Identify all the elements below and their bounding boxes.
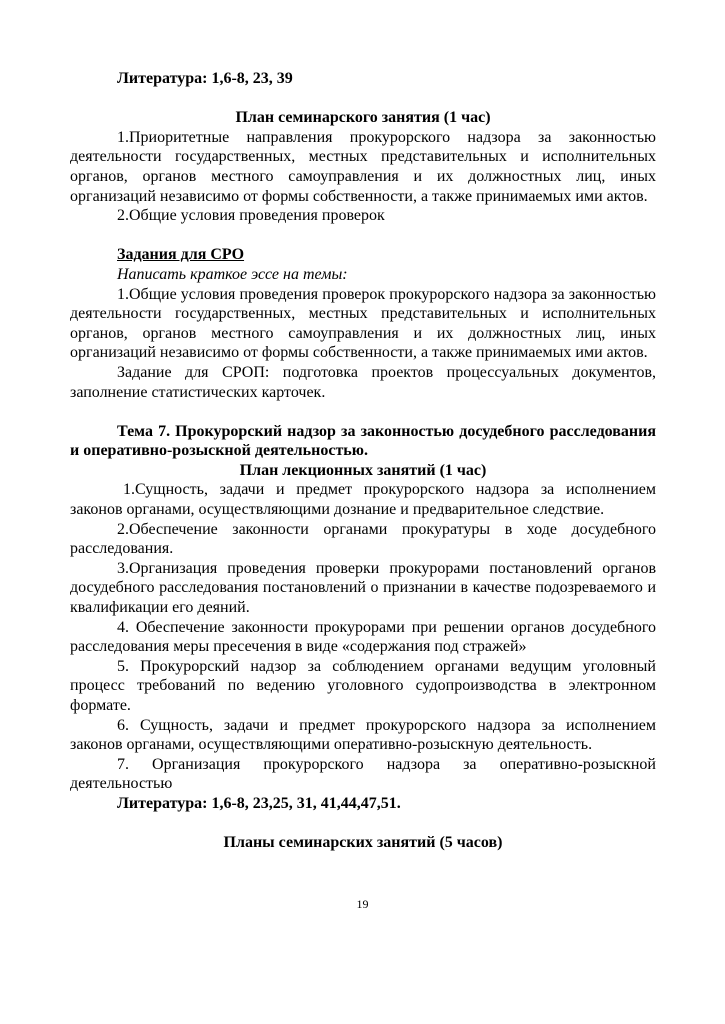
sro-subtitle: Написать краткое эссе на темы:: [117, 265, 348, 283]
lecture-item-3: 3.Организация проведения проверки прокурорами постановлений органов досудебного расследования постановлений о признании в качестве подозреваемого и квалификации его деяний.: [70, 559, 656, 617]
page-content: [70, 69, 656, 853]
lecture-item-1: 1.Сущность, задачи и предмет прокурорского надзора за исполнением законов органами, осуществляющими дознание и предварительное следствие.: [70, 481, 656, 519]
lecture-item-7: 7. Организация прокурорского надзора за оперативно-розыскной деятельностью: [70, 755, 656, 793]
lecture-item-4: 4. Обеспечение законности прокурорами при решении органов досудебного расследования меры пресечения в виде «содержания под стражей»: [70, 618, 656, 656]
lecture-item-5: 5. Прокурорский надзор за соблюдением органами ведущим уголовный процесс требований по ведению уголовного судопроизводства в электронном формате.: [70, 657, 656, 714]
lecture-item-2: 2.Обеспечение законности органами прокуратуры в ходе досудебного расследования.: [70, 520, 656, 558]
sro-item-1: 1.Общие условия проведения проверок прокурорского надзора за законностью деятельности государственных, местных представительных и исполнительных органов, органов местного самоуправления и их должностных лиц, иных организаций независимо от формы собственности, а также принимаемых ими актов.: [70, 285, 656, 362]
lecture-plan-title: План лекционных занятий (1 час): [239, 461, 487, 479]
literature-reference-1: Литература: 1,6-8, 23, 39: [117, 70, 293, 87]
seminar-item-1: 1.Приоритетные направления прокурорского надзора за законностью деятельности государственных, местных представительных и исполнительных органов, органов местного самоуправления и их должностных лиц, иных организаций независимо от формы собственности, а также принимаемых ими актов.: [70, 128, 656, 205]
literature-reference-2: Литература: 1,6-8, 23,25, 31, 41,44,47,51.: [117, 794, 401, 812]
lecture-item-6: 6. Сущность, задачи и предмет прокурорского надзора за исполнением законов органами, осуществляющими оперативно-розыскную деятельность.: [70, 716, 656, 754]
sro-title: Задания для СРО: [117, 246, 245, 264]
page-number: 19: [356, 897, 369, 911]
seminar-plan-title: План семинарского занятия (1 час): [235, 109, 491, 127]
srop-task: Задание для СРОП: подготовка проектов процессуальных документов, заполнение статистических карточек.: [70, 363, 656, 401]
seminar-item-2: 2.Общие условия проведения проверок: [117, 207, 385, 225]
seminars-plan-title: Планы семинарских занятий (5 часов): [223, 834, 503, 852]
topic-7-title: Тема 7. Прокурорский надзор за законностью досудебного расследования и оперативно-розыскной деятельностью.: [70, 422, 656, 460]
